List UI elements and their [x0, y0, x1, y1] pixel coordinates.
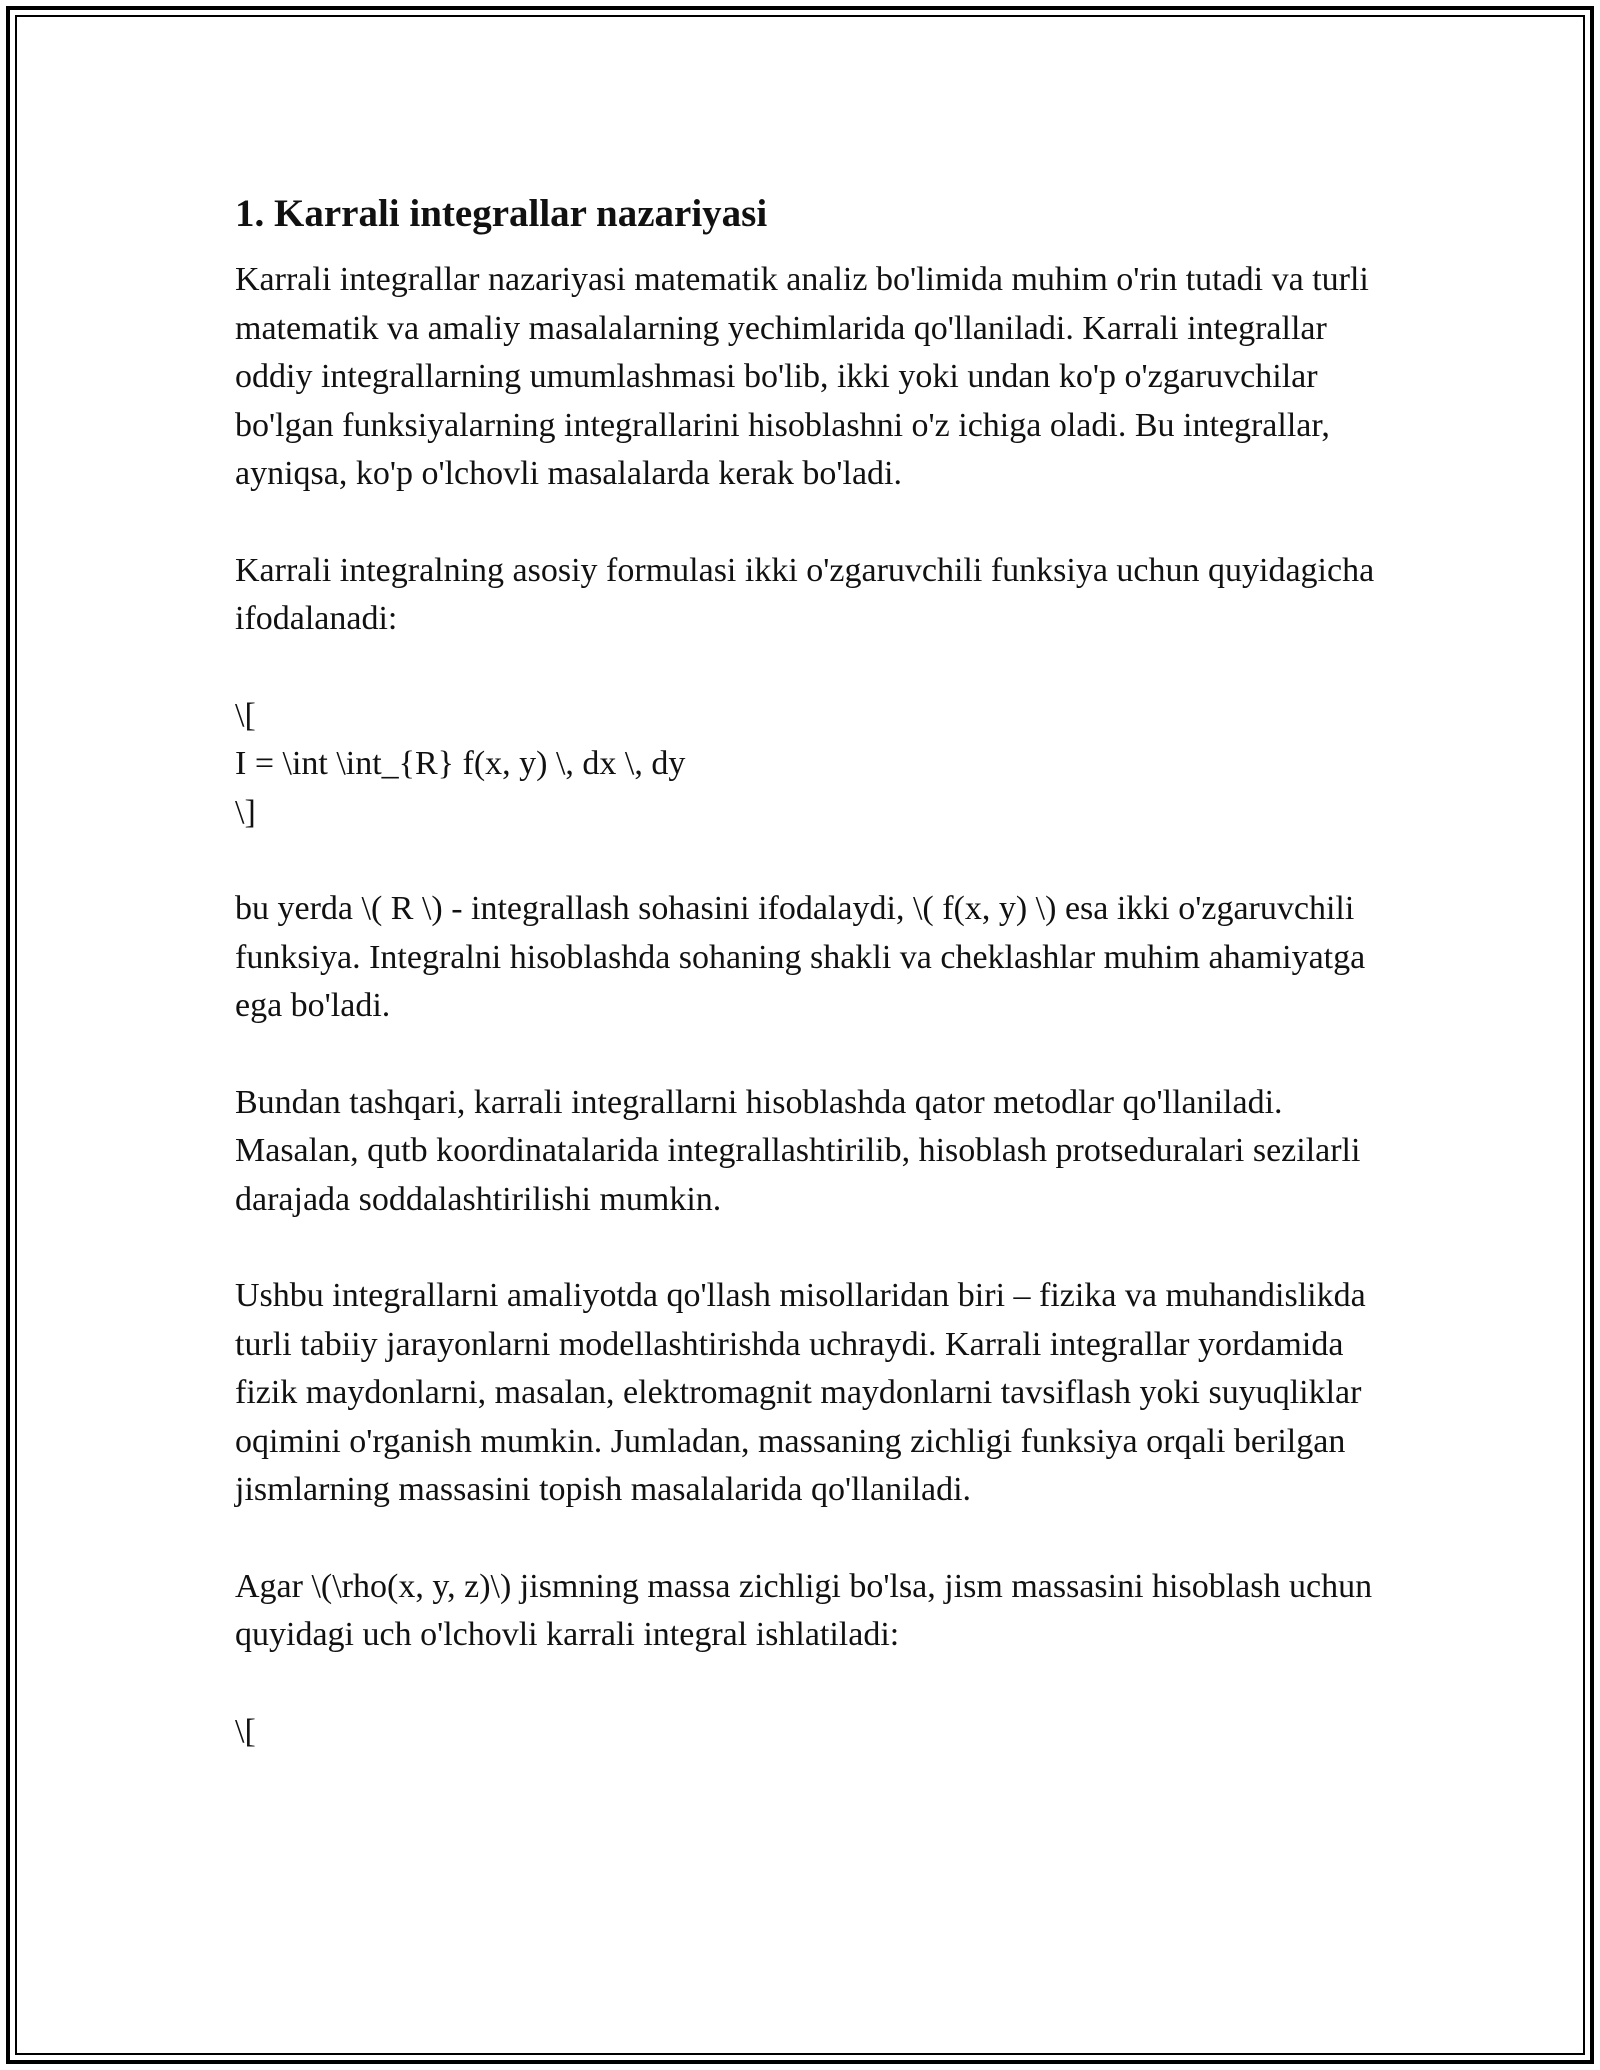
paragraph-where: bu yerda \( R \) - integrallash sohasini ifodalaydi, \( f(x, y) \) esa ikki o'zgaruvchili funksiya. Integralni hisoblashda sohaning shakli va cheklashlar muhim ahamiyatga ega bo'ladi.	[235, 890, 1366, 1024]
paragraph-formula-intro: Karrali integralning asosiy formulasi ikki o'zgaruvchili funksiya uchun quyidagicha ifodalanadi:	[235, 551, 1375, 637]
formula-start: \[	[235, 1712, 256, 1750]
document-body	[235, 186, 1375, 1804]
section-heading: 1. Karrali integrallar nazariyasi	[235, 192, 768, 235]
paragraph-methods: Bundan tashqari, karrali integrallarni hisoblashda qator metodlar qo'llaniladi. Masalan, qutb koordinatalarida integrallashtirilib, hisoblash protseduralari sezilarli darajada soddalashtirilishi mumkin.	[235, 1083, 1361, 1218]
paragraph-applications: Ushbu integrallarni amaliyotda qo'llash misollaridan biri – fizika va muhandislikda turli tabiiy jarayonlarni modellashtirishda uchraydi. Karrali integrallar yordamida fizik maydonlarni, masalan, elektromagnit maydonlarni tavsiflash yoki suyuqliklar oqimini o'rganish mumkin. Jumladan, massaning zichligi funksiya orqali berilgan jismlarning massasini topish masalalarida qo'llaniladi.	[235, 1277, 1366, 1508]
paragraph-intro: Karrali integrallar nazariyasi matematik analiz bo'limida muhim o'rin tutadi va turli matematik va amaliy masalalarning yechimlarida qo'llaniladi. Karrali integrallar oddiy integrallarning umumlashmasi bo'lib, ikki yoki undan ko'p o'zgaruvchilar bo'lgan funksiyalarning integrallarini hisoblashni o'z ichiga oladi. Bu integrallar, ayniqsa, ko'p o'lchovli masalalarda kerak bo'ladi.	[235, 261, 1369, 492]
formula-double-integral: \[ I = \int \int_{R} f(x, y) \, dx \, dy \]	[235, 696, 686, 831]
paragraph-mass-density: Agar \(\rho(x, y, z)\) jismning massa zichligi bo'lsa, jism massasini hisoblash uchun quyidagi uch o'lchovli karrali integral ishlatiladi:	[235, 1567, 1373, 1653]
